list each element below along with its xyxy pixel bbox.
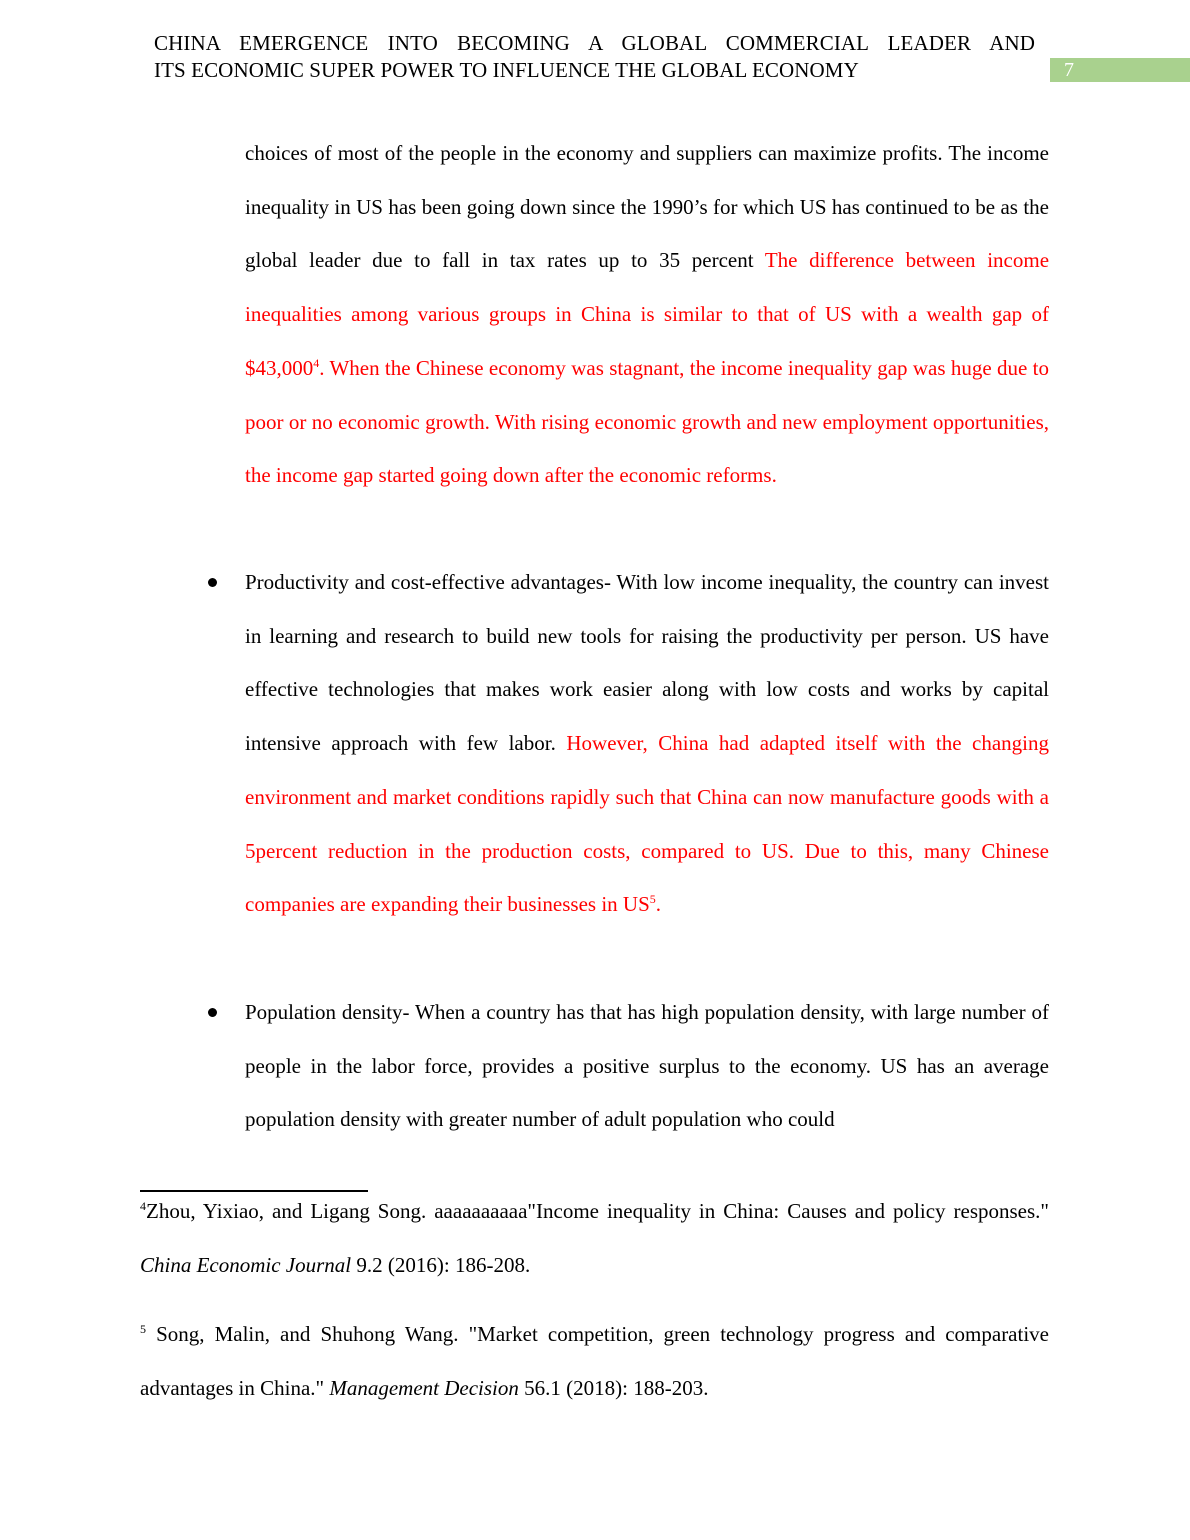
footnote-reference-4[interactable]: 4 xyxy=(313,355,320,370)
footnote-text: Zhou, Yixiao, and Ligang Song. aaaaaaaaaa"Income inequality in China: Causes and policy responses." xyxy=(146,1199,1049,1223)
footnote-number: 5 xyxy=(140,1322,146,1336)
paragraph-text: Productivity and cost-effective advantages- With low income inequality, the country can invest in learning and research to build new tools for raising the productivity per person. US have effective technologies that makes work easier along with low costs and works by capital intensive approach with few labor. xyxy=(245,570,1049,756)
page-number: 7 xyxy=(1050,58,1190,82)
bullet-item-productivity xyxy=(245,556,1049,932)
highlighted-text: . xyxy=(655,892,661,917)
journal-title: Management Decision xyxy=(329,1376,519,1400)
footnote-citation: 56.1 (2018): 188-203. xyxy=(518,1376,709,1400)
footnote-reference-5[interactable]: 5 xyxy=(649,892,656,907)
paragraph-text: Population density- When a country has that has high population density, with large number of people in the labor force, provides a positive surplus to the economy. US has an average population density with greater number of adult population who could xyxy=(245,1000,1049,1132)
header-title-line-1: CHINA EMERGENCE INTO BECOMING A GLOBAL COMMERCIAL LEADER AND xyxy=(154,31,1035,55)
footnote-5 xyxy=(140,1307,1049,1415)
highlighted-text: The difference between income inequalities among various groups in China is similar to that of US with a wealth gap of $43,000 xyxy=(245,248,1050,380)
footnote-citation: 9.2 (2016): 186-208. xyxy=(351,1253,531,1277)
bullet-item-population-density xyxy=(245,986,1049,1147)
running-header xyxy=(154,30,1035,84)
body-paragraph xyxy=(245,127,1049,503)
footnote-4 xyxy=(140,1184,1049,1292)
paragraph-text: choices of most of the people in the economy and suppliers can maximize profits. The income inequality in US has been going down since the 1990’s for which US has continued to be as the global leader due to fall in tax rates up to 35 percent xyxy=(245,141,1049,273)
highlighted-text: . When the Chinese economy was stagnant, the income inequality gap was huge due to poor or no economic growth. With rising economic growth and new employment opportunities, the income gap started going down after the economic reforms. xyxy=(245,355,1049,488)
footnote-text: Song, Malin, and Shuhong Wang. "Market competition, green technology progress and comparative advantages in China." xyxy=(140,1322,1049,1400)
footnote-number: 4 xyxy=(140,1199,146,1213)
journal-title: China Economic Journal xyxy=(140,1253,352,1277)
bullet-icon xyxy=(208,578,217,587)
header-title-line-2: ITS ECONOMIC SUPER POWER TO INFLUENCE THE GLOBAL ECONOMY xyxy=(154,58,859,82)
bullet-icon xyxy=(208,1008,217,1017)
highlighted-text: However, China had adapted itself with the changing environment and market conditions rapidly such that China can now manufacture goods with a 5percent reduction in the production costs, compared to US. Due to this, many Chinese companies are expanding their businesses in US xyxy=(245,731,1049,917)
